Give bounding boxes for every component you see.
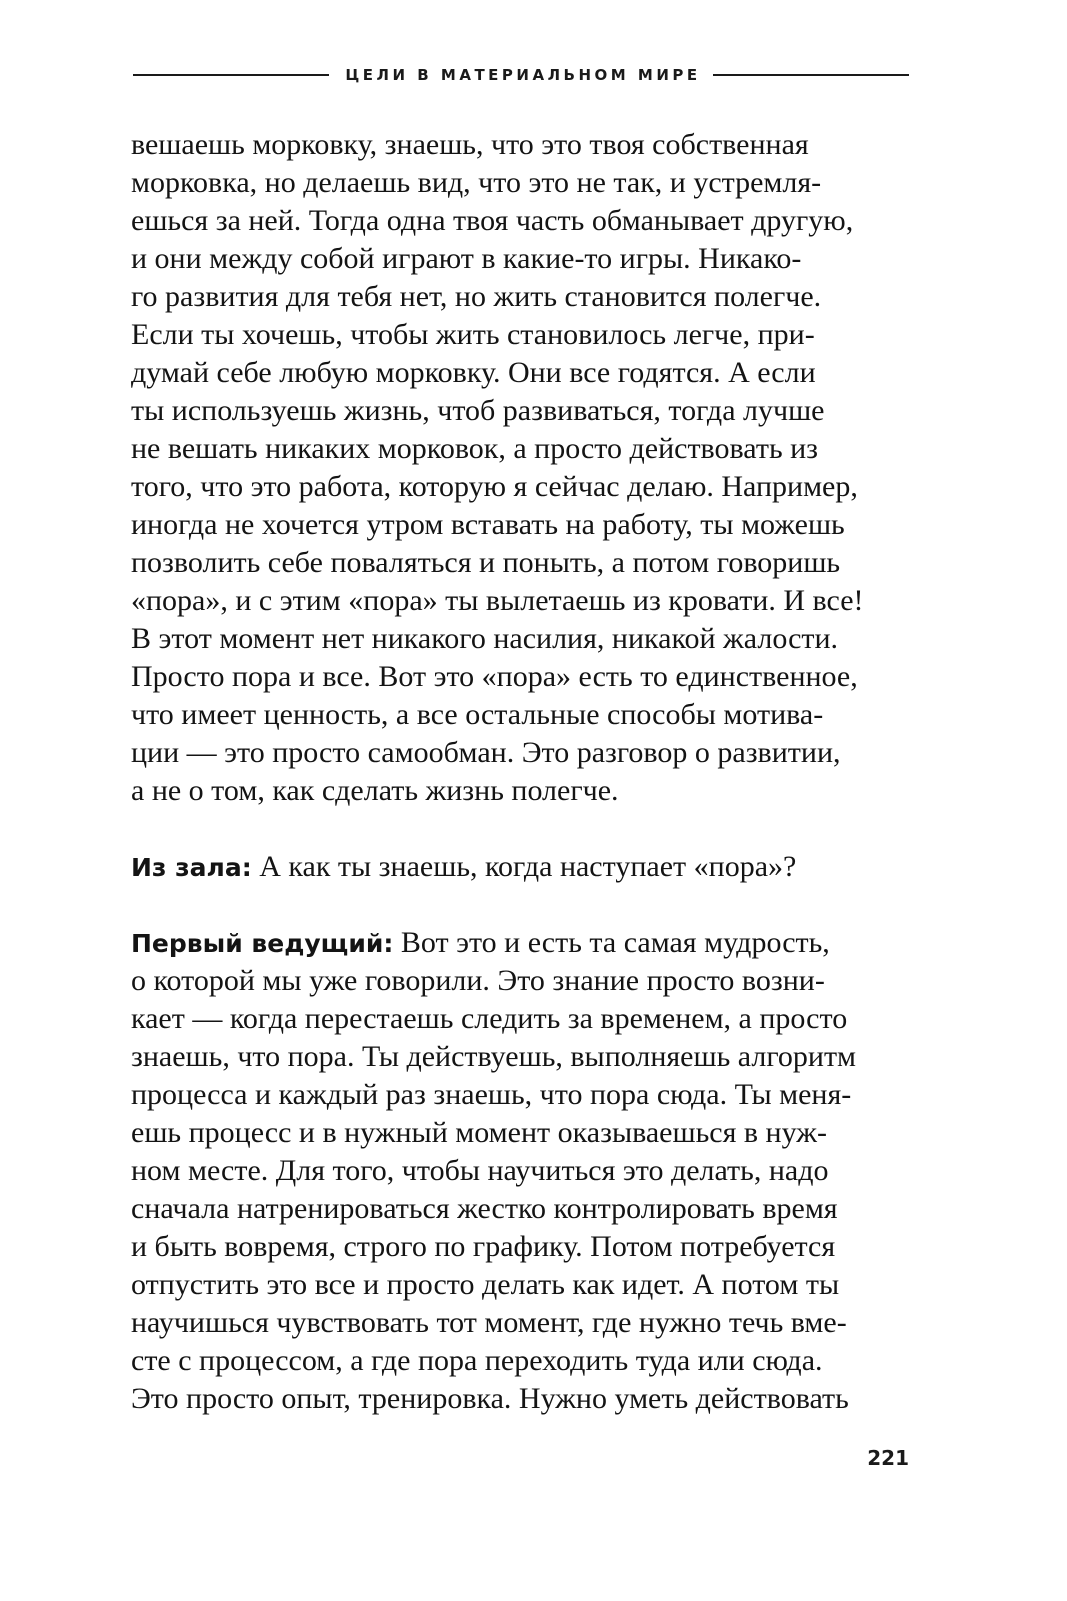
text-line: отпустить это все и просто делать как идет. А потом ты <box>131 1268 840 1301</box>
text-line: Если ты хочешь, чтобы жить становилось легче, при- <box>131 318 815 351</box>
text-line: и они между собой играют в какие-то игры. Никако- <box>131 242 802 275</box>
text-line: что имеет ценность, а все остальные способы мотива- <box>131 698 824 731</box>
paragraph-gap <box>131 810 911 848</box>
text-line: сначала натренироваться жестко контролировать время <box>131 1192 838 1225</box>
running-head <box>133 62 909 88</box>
text-line: ции — это просто самообман. Это разговор о развитии, <box>131 736 841 769</box>
body-text <box>131 126 911 1418</box>
text-line: вешаешь морковку, знаешь, что это твоя собственная <box>131 128 809 161</box>
text-line: позволить себе поваляться и поныть, а потом говоришь <box>131 546 841 579</box>
text-line: того, что это работа, которую я сейчас делаю. Например, <box>131 470 858 503</box>
text-line: В этот момент нет никакого насилия, никакой жалости. <box>131 622 839 655</box>
text-line: не вешать никаких морковок, а просто действовать из <box>131 432 819 465</box>
running-head-rule-left <box>133 74 329 76</box>
question-line <box>131 848 911 886</box>
text-line: Просто пора и все. Вот это «пора» есть то единственное, <box>131 660 858 693</box>
answer-paragraph <box>131 924 911 1418</box>
page-number: 221 <box>867 1446 909 1470</box>
text-line: знаешь, что пора. Ты действуешь, выполняешь алгоритм <box>131 1040 857 1073</box>
text-line: ешь процесс и в нужный момент оказываешься в нуж- <box>131 1116 827 1149</box>
text-line: и быть вовремя, строго по графику. Потом потребуется <box>131 1230 836 1263</box>
text-line: о которой мы уже говорили. Это знание просто возни- <box>131 964 825 997</box>
text-line: а не о том, как сделать жизнь полегче. <box>131 774 619 807</box>
text-line: морковка, но делаешь вид, что это не так, и устремля- <box>131 166 822 199</box>
text-line: научишься чувствовать тот момент, где нужно течь вме- <box>131 1306 847 1339</box>
text-line: ты используешь жизнь, чтоб развиваться, тогда лучше <box>131 394 825 427</box>
text-line: ном месте. Для того, чтобы научиться это делать, надо <box>131 1154 829 1187</box>
answer-first-line <box>131 924 911 962</box>
text-line: процесса и каждый раз знаешь, что пора сюда. Ты меня- <box>131 1078 852 1111</box>
running-head-rule-right <box>713 74 909 76</box>
text-line: иногда не хочется утром вставать на работу, ты можешь <box>131 508 845 541</box>
answer-speaker: Первый ведущий: <box>131 929 394 958</box>
running-head-title: ЦЕЛИ В МАТЕРИАЛЬНОМ МИРЕ <box>345 66 701 84</box>
text-line: думай себе любую морковку. Они все годятся. А если <box>131 356 816 389</box>
text-line: сте с процессом, а где пора переходить туда или сюда. <box>131 1344 823 1377</box>
paragraph-1 <box>131 126 911 810</box>
text-line: «пора», и с этим «пора» ты вылетаешь из кровати. И все! <box>131 584 864 617</box>
question-paragraph <box>131 848 911 886</box>
text-line: кает — когда перестаешь следить за временем, а просто <box>131 1002 848 1035</box>
answer-first-text: Вот это и есть та самая мудрость, <box>393 926 830 959</box>
question-speaker: Из зала: <box>131 853 252 882</box>
question-text: А как ты знаешь, когда наступает «пора»? <box>251 850 797 883</box>
text-line: го развития для тебя нет, но жить становится полегче. <box>131 280 822 313</box>
text-line: Это просто опыт, тренировка. Нужно уметь действовать <box>131 1382 849 1415</box>
paragraph-gap <box>131 886 911 924</box>
text-line: ешься за ней. Тогда одна твоя часть обманывает другую, <box>131 204 854 237</box>
